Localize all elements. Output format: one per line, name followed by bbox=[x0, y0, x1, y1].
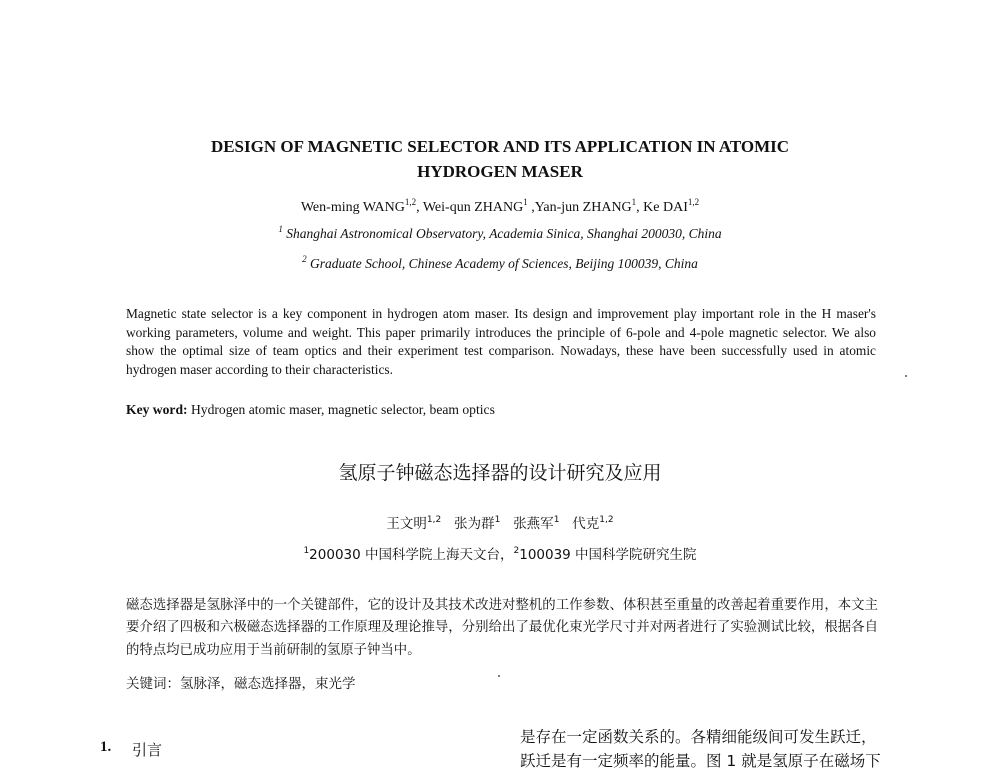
body-column bbox=[520, 725, 915, 773]
cn-affil-text: 100039 中国科学院研究生院 bbox=[519, 547, 697, 563]
cn-affiliations bbox=[0, 543, 1000, 563]
author-affil-mark: 1 bbox=[631, 197, 637, 207]
cn-author-name: 代克 bbox=[572, 516, 600, 532]
section-number: 1. bbox=[100, 739, 112, 755]
keywords bbox=[126, 402, 495, 418]
abstract: Magnetic state selector is a key component in hydrogen atom maser. Its design and improvement play important role in the H maser's working parameters, volume and weight. This paper primarily introduces the principle of 6-pole and 4-pole magnetic selector. We also show the optimal size of team optics and their experiment test comparison. Nowadays, these have been successfully used in atomic hydrogen maser according to their characteristics. bbox=[126, 306, 876, 377]
scan-speck bbox=[905, 375, 907, 377]
cn-abstract: 磁态选择器是氢脉泽中的一个关键部件，它的设计及其技术改进对整机的工作参数、体积甚至重量的改善起着重要作用，本文主要介绍了四极和六极磁态选择器的工作原理及理论推导，分别给出了最优化束光学尺寸并对两者进行了实验测试比较，根据各自的特点均已成功应用于当前研制的氢原子钟当中。 bbox=[126, 598, 878, 658]
cn-author-name: 张为群 bbox=[454, 516, 495, 532]
scan-speck bbox=[498, 675, 500, 677]
author-affil-mark: 1,2 bbox=[687, 197, 700, 207]
title-line-2: HYDROGEN MASER bbox=[417, 162, 583, 181]
cn-keyword-label: 关键词： bbox=[126, 676, 180, 692]
cn-author-name: 王文明 bbox=[386, 516, 427, 532]
author-affil-mark: 1 bbox=[523, 197, 528, 207]
author-name: Ke DAI bbox=[643, 200, 688, 215]
affil-text: Shanghai Astronomical Observatory, Academia Sinica, Shanghai 200030, China bbox=[286, 226, 722, 241]
cn-author-mark: 1,2 bbox=[599, 515, 614, 525]
author-name: Yan-jun ZHANG bbox=[534, 200, 632, 215]
cn-keywords bbox=[126, 672, 356, 692]
cn-affil-mark: 1 bbox=[303, 546, 310, 556]
affiliation-2 bbox=[0, 256, 1000, 272]
cn-author-mark: 1 bbox=[553, 515, 560, 525]
body-line: 是存在一定函数关系的。各精细能级间可发生跃迁， bbox=[520, 728, 877, 746]
title-line-1: DESIGN OF MAGNETIC SELECTOR AND ITS APPLICATION IN ATOMIC bbox=[210, 137, 790, 156]
affil-mark: 2 bbox=[302, 254, 307, 264]
paper-title bbox=[120, 134, 880, 184]
affiliation-1 bbox=[0, 226, 1000, 242]
cn-title: 氢原子钟磁态选择器的设计研究及应用 bbox=[338, 462, 662, 484]
author-affil-mark: 1,2 bbox=[404, 197, 417, 207]
cn-author-name: 张燕军 bbox=[513, 516, 554, 532]
cn-affil-text: 200030 中国科学院上海天文台， bbox=[309, 547, 514, 563]
cn-author-list bbox=[0, 512, 1000, 532]
body-line: 跃迁是有一定频率的能量。图 1 就是氢原子在磁场下 bbox=[520, 752, 881, 770]
keyword-label: Key word: bbox=[126, 402, 188, 417]
section-title: 引言 bbox=[132, 741, 163, 759]
author-name: Wei-qun ZHANG bbox=[422, 200, 524, 215]
keyword-text: Hydrogen atomic maser, magnetic selector, beam optics bbox=[190, 402, 495, 417]
author-name: Wen-ming WANG bbox=[300, 200, 405, 215]
affil-mark: 1 bbox=[278, 224, 283, 234]
cn-author-mark: 1 bbox=[494, 515, 501, 525]
cn-affil-mark: 2 bbox=[513, 546, 520, 556]
cn-keyword-text: 氢脉泽，磁态选择器，束光学 bbox=[180, 676, 356, 692]
affil-text: Graduate School, Chinese Academy of Sciences, Beijing 100039, China bbox=[310, 256, 698, 271]
author-list: Wen-ming WANG$^{1,2}$, Wei-qun ZHANG$^1$ ,Yan-jun ZHANG$^1$, Ke DAI$^{1,2}$ bbox=[300, 197, 700, 215]
cn-author-mark: 1,2 bbox=[426, 515, 442, 525]
